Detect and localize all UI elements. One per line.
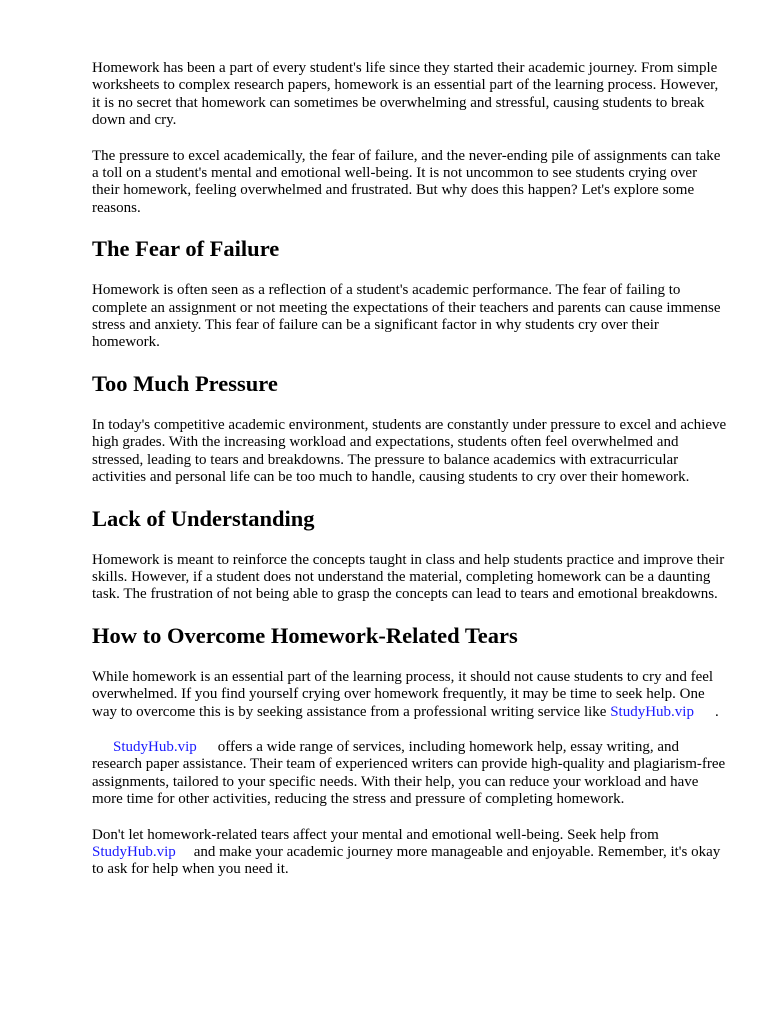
overcome-paragraph-2-text: offers a wide range of services, including homework help, essay writing, and research paper assistance. Their team of experienced writers can provide high-quality and plagiarism-free assignments, tailored to your specific needs. With their help, you can reduce your workload and have more time for other activities, reducing the stress and pressure of completing homework. [92, 738, 726, 808]
overcome-paragraph-3 [92, 827, 728, 879]
overcome-paragraph-1-text: While homework is an essential part of the learning process, it should not cause students to cry and feel overwhelmed. If you find yourself crying over homework frequently, it may be time to seek help. One way to overcome this is by seeking assistance from a professional writing service like [92, 668, 714, 720]
trailing-period: . [714, 703, 719, 720]
lack-of-understanding-paragraph: Homework is meant to reinforce the concepts taught in class and help students practice and improve their skills. However, if a student does not understand the material, completing homework can be a daunting task. The frustration of not being able to grasp the concepts can lead to tears and emotional breakdowns. [92, 551, 725, 603]
overcome-paragraph-1 [92, 669, 728, 721]
studyhub-link-3[interactable]: StudyHub.vip [92, 843, 176, 860]
overcome-paragraph-3-start: Don't let homework-related tears affect your mental and emotional well-being. Seek help from [92, 826, 659, 843]
heading-lack-of-understanding: Lack of Understanding [92, 505, 315, 531]
intro-paragraph-2: The pressure to excel academically, the fear of failure, and the never-ending pile of assignments can take a toll on a student's mental and emotional well-being. It is not uncommon to see students crying over their homework, feeling overwhelmed and frustrated. But why does this happen? Let's explore some reasons. [92, 147, 721, 216]
fear-of-failure-paragraph: Homework is often seen as a reflection of a student's academic performance. The fear of failing to complete an assignment or not meeting the expectations of their teachers and parents can cause immense stress and anxiety. This fear of failure can be a significant factor in why students cry over their homework. [92, 282, 721, 351]
studyhub-link-2[interactable]: StudyHub.vip [113, 738, 197, 755]
overcome-paragraph-3-end: and make your academic journey more manageable and enjoyable. Remember, it's okay to ask for help when you need it. [92, 843, 721, 878]
overcome-paragraph-2 [92, 739, 728, 809]
heading-fear-of-failure: The Fear of Failure [92, 236, 280, 262]
too-much-pressure-paragraph: In today's competitive academic environment, students are constantly under pressure to excel and achieve high grades. With the increasing workload and expectations, students often feel overwhelmed and stressed, leading to tears and breakdowns. The pressure to balance academics with extracurricular activities and personal life can be too much to handle, causing students to cry over their homework. [92, 416, 727, 486]
studyhub-link-1[interactable]: StudyHub.vip [610, 703, 694, 720]
heading-too-much-pressure: Too Much Pressure [92, 370, 278, 396]
heading-overcome-tears: How to Overcome Homework-Related Tears [92, 622, 518, 648]
intro-paragraph-1: Homework has been a part of every student's life since they started their academic journey. From simple worksheets to complex research papers, homework is an essential part of the learning process. However, it is no secret that homework can sometimes be overwhelming and stressful, causing students to break down and cry. [92, 60, 719, 129]
document-page [92, 60, 728, 879]
